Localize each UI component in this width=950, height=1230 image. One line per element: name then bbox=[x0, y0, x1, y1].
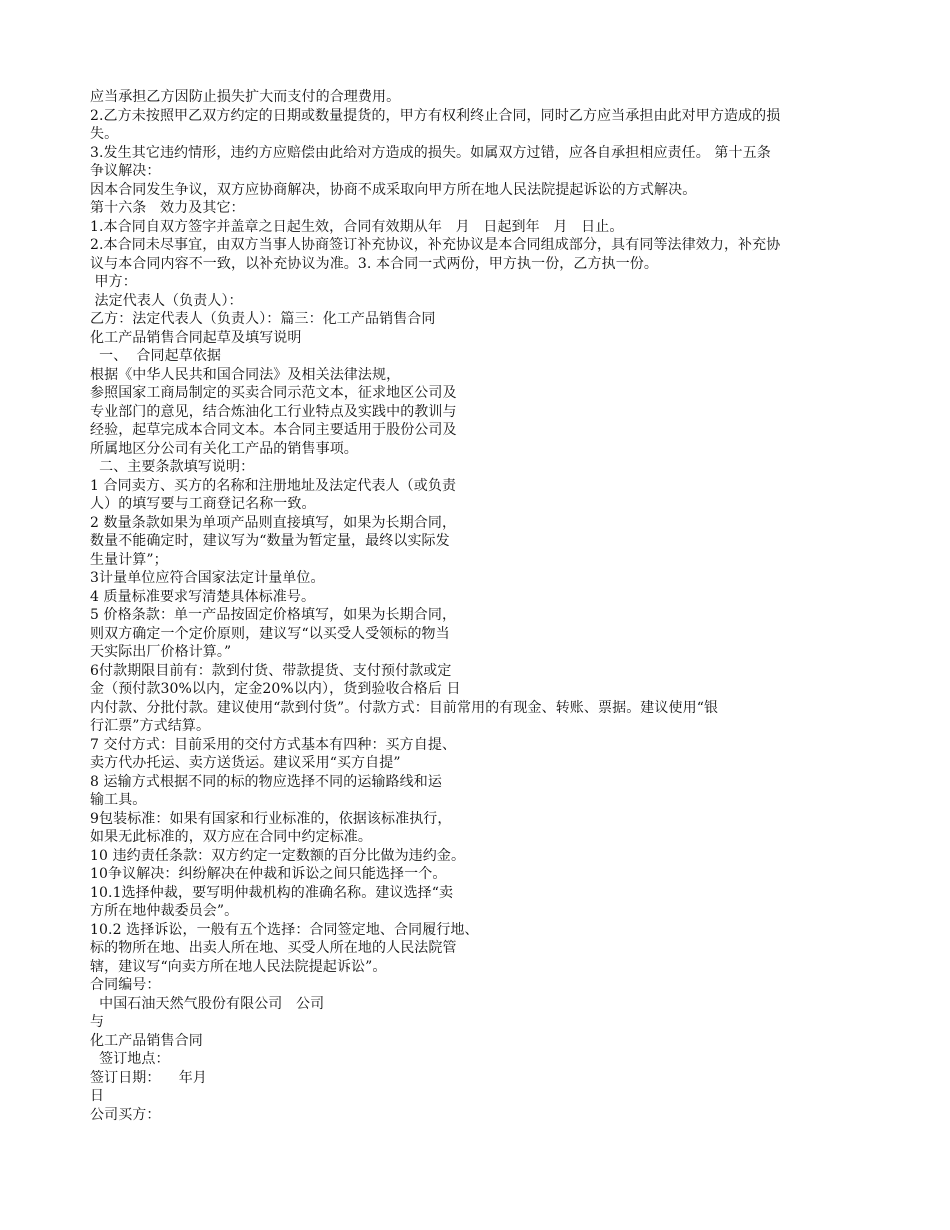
text-line: 应当承担乙方因防止损失扩大而支付的合理费用。 bbox=[90, 89, 401, 105]
text-line: 与 bbox=[90, 1014, 105, 1030]
text-line: 1.本合同自双方签字并盖章之日起生效，合同有效期从年 月 日起到年 月 日止。 bbox=[90, 218, 624, 235]
text-line: 经验，起草完成本合同文本。本合同主要适用于股份公司及 bbox=[90, 422, 457, 438]
text-line: 7 交付方式：目前采用的交付方式基本有四种：买方自提、 bbox=[90, 736, 457, 753]
text-line: 日 bbox=[90, 1088, 105, 1104]
text-line: 行汇票”方式结算。 bbox=[90, 718, 211, 734]
text-line: 生量计算”； bbox=[90, 551, 168, 568]
text-line: 卖方代办托运、卖方送货运。建议采用“买方自提” bbox=[90, 755, 401, 771]
text-line: 金（预付款30%以内，定金20%以内），货到验收合格后 日 bbox=[90, 681, 461, 697]
text-line: 争议解决： bbox=[90, 163, 161, 179]
document-title: 化工产品销售合同起草及填写说明 bbox=[90, 329, 302, 346]
text-line: 9包装标准：如果有国家和行业标准的，依据该标准执行， bbox=[90, 810, 452, 827]
section-heading: 第十六条 效力及其它： bbox=[90, 200, 245, 216]
text-line: 10争议解决：纠纷解决在仲裁和诉讼之间只能选择一个。 bbox=[90, 866, 447, 882]
text-line: 标的物所在地、出卖人所在地、买受人所在地的人民法院管 bbox=[90, 940, 457, 956]
text-line: 议与本合同内容不一致，以补充协议为准。3. 本合同一式两份，甲方执一份，乙方执一份。 bbox=[90, 255, 659, 272]
signing-place-label: 签订地点： bbox=[90, 1051, 170, 1067]
text-line: 5 价格条款：单一产品按固定价格填写，如果为长期合同， bbox=[90, 607, 457, 623]
contract-number-label: 合同编号： bbox=[90, 977, 161, 993]
text-line: 2.乙方未按照甲乙双方约定的日期或数量提货的，甲方有权利终止合同，同时乙方应当承担由此对甲方造成的损 bbox=[90, 107, 781, 124]
text-line: 则双方确定一个定价原则，建议写“以买受人受领标的物当 bbox=[90, 625, 450, 642]
signature-party-a: 甲方： bbox=[90, 274, 137, 290]
text-line: 8 运输方式根据不同的标的物应选择不同的运输路线和运 bbox=[90, 773, 442, 790]
signature-legal-rep: 法定代表人（负责人）： bbox=[90, 292, 243, 309]
text-line: 根据《中华人民共和国合同法》及相关法律法规， bbox=[90, 366, 401, 383]
text-line: 失。 bbox=[90, 126, 119, 142]
text-line: 内付款、分批付款。建议使用“款到付货”。付款方式：目前常用的有现金、转账、票据。建议使用“银 bbox=[90, 699, 719, 716]
text-line: 1 合同卖方、买方的名称和注册地址及法定代表人（或负责 bbox=[90, 477, 457, 494]
text-line: 10.1选择仲裁，要写明仲裁机构的准确名称。建议选择“卖 bbox=[90, 884, 454, 901]
text-line: 辖，建议写“向卖方所在地人民法院提起诉讼”。 bbox=[90, 958, 387, 975]
text-line: 因本合同发生争议，双方应协商解决，协商不成采取向甲方所在地人民法院提起诉讼的方式解决。 bbox=[90, 181, 697, 198]
text-line: 方所在地仲裁委员会”。 bbox=[90, 903, 239, 919]
section-heading: 二、主要条款填写说明： bbox=[90, 459, 255, 475]
text-line: 2 数量条款如果为单项产品则直接填写，如果为长期合同， bbox=[90, 514, 457, 531]
text-line: 参照国家工商局制定的买卖合同示范文本，征求地区公司及 bbox=[90, 385, 457, 401]
signing-date-label: 签订日期： 年月 bbox=[90, 1069, 207, 1086]
text-line: 如果无此标准的，双方应在合同中约定标准。 bbox=[90, 829, 372, 845]
text-line: 输工具。 bbox=[90, 792, 147, 808]
text-line: 2.本合同未尽事宜，由双方当事人协商签订补充协议，补充协议是本合同组成部分，具有同等法律效力，补充协 bbox=[90, 237, 781, 253]
text-line: 数量不能确定时，建议写为“数量为暂定量，最终以实际发 bbox=[90, 533, 450, 549]
company-name: 中国石油天然气股份有限公司 公司 bbox=[90, 995, 325, 1012]
text-line: 4 质量标准要求写清楚具体标准号。 bbox=[90, 588, 316, 605]
document-body bbox=[90, 88, 860, 1124]
text-line: 6付款期限目前有：款到付货、带款提货、支付预付款或定 bbox=[90, 662, 452, 679]
text-line: 专业部门的意见，结合炼油化工行业特点及实践中的教训与 bbox=[90, 403, 457, 420]
signature-party-b: 乙方：法定代表人（负责人）：篇三：化工产品销售合同 bbox=[90, 311, 436, 327]
text-line: 人）的填写要与工商登记名称一致。 bbox=[90, 496, 316, 512]
text-line: 3.发生其它违约情形，违约方应赔偿由此给对方造成的损失。如属双方过错，应各自承担相应责任。 第十五条 bbox=[90, 144, 771, 161]
text-line: 所属地区分公司有关化工产品的销售事项。 bbox=[90, 440, 358, 457]
text-line: 10 违约责任条款：双方约定一定数额的百分比做为违约金。 bbox=[90, 847, 466, 864]
text-line: 天实际出厂价格计算。” bbox=[90, 644, 232, 660]
text-line: 10.2 选择诉讼，一般有五个选择：合同签定地、合同履行地、 bbox=[90, 921, 479, 938]
contract-title: 化工产品销售合同 bbox=[90, 1032, 203, 1049]
section-heading: 一、 合同起草依据 bbox=[90, 348, 222, 364]
buyer-label: 公司买方： bbox=[90, 1106, 161, 1123]
text-line: 3计量单位应符合国家法定计量单位。 bbox=[90, 570, 325, 586]
